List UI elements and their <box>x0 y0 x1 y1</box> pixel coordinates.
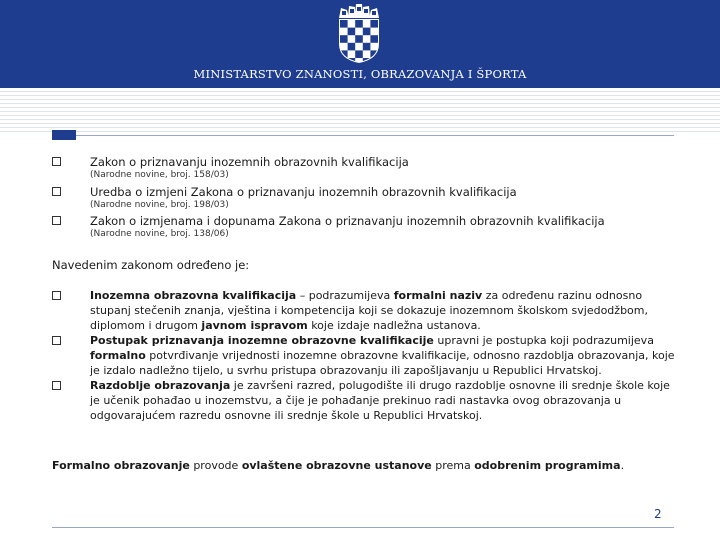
definition-emphasis: formalno <box>90 349 146 362</box>
definition-emphasis: formalni naziv <box>393 289 483 302</box>
page-number: 2 <box>654 507 662 521</box>
law-title: Zakon o izmjenama i dopunama Zakona o priznavanju inozemnih obrazovnih kvalifikacija <box>90 214 605 228</box>
definition-item <box>52 333 682 378</box>
definition-term: Inozemna obrazovna kvalifikacija <box>90 289 297 302</box>
final-emphasis: odobrenim programima <box>474 459 621 472</box>
law-title: Zakon o priznavanju inozemnih obrazovnih kvalifikacija <box>90 155 409 169</box>
law-title: Uredba o izmjeni Zakona o priznavanju inozemnih obrazovnih kvalifikacija <box>90 185 517 199</box>
header-banner <box>0 0 720 88</box>
definitions-list <box>52 288 682 423</box>
final-text: provode <box>189 459 242 472</box>
definition-text: za određenu razinu odnosno stupanj stečenih znanja, vještina i kompetencija koji se dokazuje inozemnom školskom svjedodžbom, diplomom i drugom <box>90 289 648 332</box>
checkbox-bullet-icon <box>52 187 61 196</box>
definition-term: Razdoblje obrazovanja <box>90 379 231 392</box>
final-text: . <box>620 459 625 472</box>
checkbox-bullet-icon <box>52 216 61 225</box>
croatian-coat-of-arms-icon <box>336 4 382 64</box>
accent-bar <box>52 130 76 140</box>
definition-text: koje izdaje nadležna ustanova. <box>307 319 481 332</box>
checkbox-bullet-icon <box>52 381 61 390</box>
decorative-stripes <box>0 88 720 132</box>
final-emphasis: ovlaštene obrazovne ustanove <box>241 459 432 472</box>
definition-text: je završeni razred, polugodište ili drugo razdoblje osnovne ili srednje škole koje je učenik pohađao u inozemstvu, a čije je pohađanje prekinuo radi nastavka ovog obrazovanja u odgovarajućem razredu osnovne ili srednje škole u Republici Hrvatskoj. <box>90 379 670 422</box>
definition-emphasis: javnom ispravom <box>201 319 308 332</box>
checkbox-bullet-icon <box>52 336 61 345</box>
definition-text: upravni je postupka koji podrazumijeva <box>433 334 654 347</box>
definition-text: – podrazumijeva <box>296 289 394 302</box>
intro-text: Navedenim zakonom određeno je: <box>52 258 250 272</box>
law-reference: (Narodne novine, broj. 138/06) <box>90 229 229 239</box>
final-statement <box>52 458 692 473</box>
definition-item <box>52 288 682 333</box>
law-reference: (Narodne novine, broj. 158/03) <box>90 170 229 180</box>
checkbox-bullet-icon <box>52 157 61 166</box>
definition-term: Postupak priznavanja inozemne obrazovne kvalifikacije <box>90 334 434 347</box>
ministry-name: MINISTARSTVO ZNANOSTI, OBRAZOVANJA I ŠPORTA <box>193 67 527 81</box>
final-emphasis: Formalno obrazovanje <box>52 459 190 472</box>
definition-item <box>52 378 682 423</box>
law-reference: (Narodne novine, broj. 198/03) <box>90 200 229 210</box>
final-text: prema <box>431 459 475 472</box>
checkbox-bullet-icon <box>52 291 61 300</box>
definition-text: potvrđivanje vrijednosti inozemne obrazovne kvalifikacije, odnosno razdoblja obrazovanja, koje je izdalo nadležno tijelo, u svrhu pristupa obrazovanju ili zapošljavanju u Republici Hrvatskoj. <box>90 349 675 377</box>
divider <box>76 135 674 136</box>
footer-divider <box>52 527 674 528</box>
